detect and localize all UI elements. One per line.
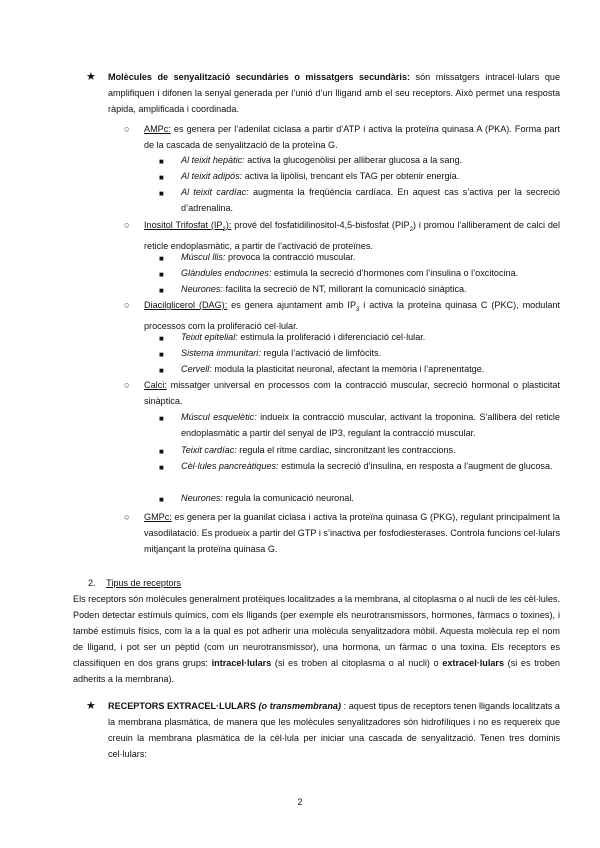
ip3-sub-1: ■ Múscul llis: provoca la contracció muscular. [159,250,560,266]
ip3-name: Inositol Trifosfat $(IP_3)$: [144,220,232,233]
bullet-receptors-extracellulars: ★ RECEPTORS EXTRACEL·LULARS (o transmembrana) : aquest tipus de receptors tenen lligands localitzats a la membrana plasmàtica, de manera que les molècules senyalitzadores són hidrofíliques i no es requereix que creuin la membrana plasmàtica de la cèl·lula per iniciar una cascada de senyalització. Tenen tres dominis cel·lulars: [86,700,560,759]
intracellular-term: intracel·lulars [211,657,272,668]
dag-sub-2: ■ Sistema immunitari: regula l’activació de limfòcits. [159,346,560,362]
ampc-sub-3: ■ Al teixit cardíac: augmenta la freqüència cardíaca. En aquest cas s’activa per la secreció d’adrenalina. [159,187,560,213]
circle-bullet-icon: ○ [124,124,130,134]
square-bullet-icon: ■ [159,286,164,295]
dag-sub-1: ■ Teixit epitelial: estimula la proliferació i diferenciació cel·lular. [159,330,560,346]
square-bullet-icon: ■ [159,366,164,375]
star-bullet-icon: ★ [86,700,96,712]
ip3-sub-3: ■ Neurones: facilita la secreció de NT, millorant la comunicació sinàptica. [159,282,560,298]
ampc-text: es genera per l’adenilat ciclasa a partir d’ATP i activa la proteïna quinasa A (PKA). Forma part de la cascada de senyalització de la proteïna G. [144,124,560,150]
receptors-title: RECEPTORS EXTRACEL·LULARS [108,701,256,711]
circle-bullet-icon: ○ [124,300,130,310]
star-bullet-icon: ★ [86,71,96,83]
circle-bullet-icon: ○ [124,512,130,522]
dag-sub-3: ■ Cervell: modula la plasticitat neuronal, afectant la memòria i l’aprenentatge. [159,362,560,378]
extracellular-term: extracel·lulars [442,657,505,668]
item-calci: ○ Calci: missatger universal en processos com la contracció muscular, secreció hormonal o plasticitat sinàptica. [124,380,560,406]
dag-name: Diacilglicerol (DAG): [144,300,228,310]
ampc-sub-1: ■ Al teixit hepàtic: activa la glucogenòlisi per alliberar glucosa a la sang. [159,153,560,169]
square-bullet-icon: ■ [159,173,164,182]
circle-bullet-icon: ○ [124,220,130,230]
calci-sub-4: ■ Neurones: regula la comunicació neuronal. [159,491,560,507]
section-number: 2. [88,578,96,588]
item-ampc [124,122,560,154]
section-heading [88,576,181,592]
square-bullet-icon: ■ [159,270,164,279]
missatgers-title: Molècules de senyalització secundàries o missatgers secundàris: [108,72,411,82]
missatgers-text: són missatgers intracel·lulars que amplifiquen i difonen la senyal generada per l’unió d’un lligand amb el seu receptors. Això permet una resposta ràpida, amplificada i coordinada. [108,72,560,114]
ampc-name: AMPc: [144,124,171,134]
square-bullet-icon: ■ [159,463,164,472]
ip3-sub-2: ■ Glàndules endocrines: estimula la secreció d’hormones com l’insulina o l’oxcitocina. [159,266,560,282]
square-bullet-icon: ■ [159,495,164,504]
gmpc-name: GMPc: [144,512,172,522]
square-bullet-icon: ■ [159,414,164,423]
page-number: 2 [297,797,303,807]
receptors-paragraph: Els receptors són molècules generalment protèiques localitzades a la membrana, al citoplasma o al nucli de les cèl·lules. Poden detectar estímuls químics, com els lligands (per exemple els neurotransmissors, hormones, fàrmacs o toxines), i també estímuls físics, com la a la qual es pot adherir una molècula senyalitzadora mòbil. Aquesta molècula rep el nom de lligand, i pot ser un pèptid (com un neurotransmissor), una hormona, un fàrmac o una toxina. Els receptors es classifiquen en dos grans grups: intracel·lulars (si es troben al citoplasma o al nucli) o extracel·lulars (si es troben adherits a la membrana). [73,594,560,684]
item-gmpc: ○ GMPc: es genera per la guanilat ciclasa i activa la proteïna quinasa G (PKG), regulant principalment la vasodilatació. Es produeix a partir del GTP i s’inactiva per fosfodiesterases. Controla funcions cel·lulars mitjançant la proteïna quinasa G. [124,512,560,554]
calci-sub-1: ■ Múscul esquelètic: indueix la contracció muscular, activant la troponina. S’allibera del reticle endoplasmàtic a partir del senyal de IP3, regulant la contracció muscular. [159,412,560,438]
calci-sub-2: ■ Teixit cardíac: regula el ritme cardíac, sincronitzant les contraccions. [159,443,560,459]
square-bullet-icon: ■ [159,334,164,343]
calci-sub-3: ■ Cèl·lules pancreàtiques: estimula la secreció d’insulina, en resposta a l’augment de glucosa. [159,459,560,475]
ampc-sub-2: ■ Al teixit adipós: activa la lipòlisi, trencant els TAG per obtenir energia. [159,169,560,185]
square-bullet-icon: ■ [159,157,164,166]
circle-bullet-icon: ○ [124,380,130,390]
square-bullet-icon: ■ [159,254,164,263]
square-bullet-icon: ■ [159,189,164,198]
calci-name: Calci: [144,380,167,390]
item-dag: ○ Diacilglicerol (DAG): es genera ajuntament amb $IP_3$ i activa la proteïna quinasa C (PKC), modulant processos com la proliferació cel·lular. [124,300,560,331]
receptors-subtitle: (o transmembrana) [255,701,341,711]
section-title: Tipus de receptors [106,578,182,588]
square-bullet-icon: ■ [159,447,164,456]
bullet-missatgers-secundaris [86,70,560,118]
square-bullet-icon: ■ [159,350,164,359]
item-ip3: ○ Inositol Trifosfat $(IP_3)$: prové del fosfatidilinositol-4,5-bisfosfat $(PIP_2)$ i promou l’alliberament de calci del reticle endoplasmàtic, a partir de l’activació de proteïnes. [124,220,560,251]
